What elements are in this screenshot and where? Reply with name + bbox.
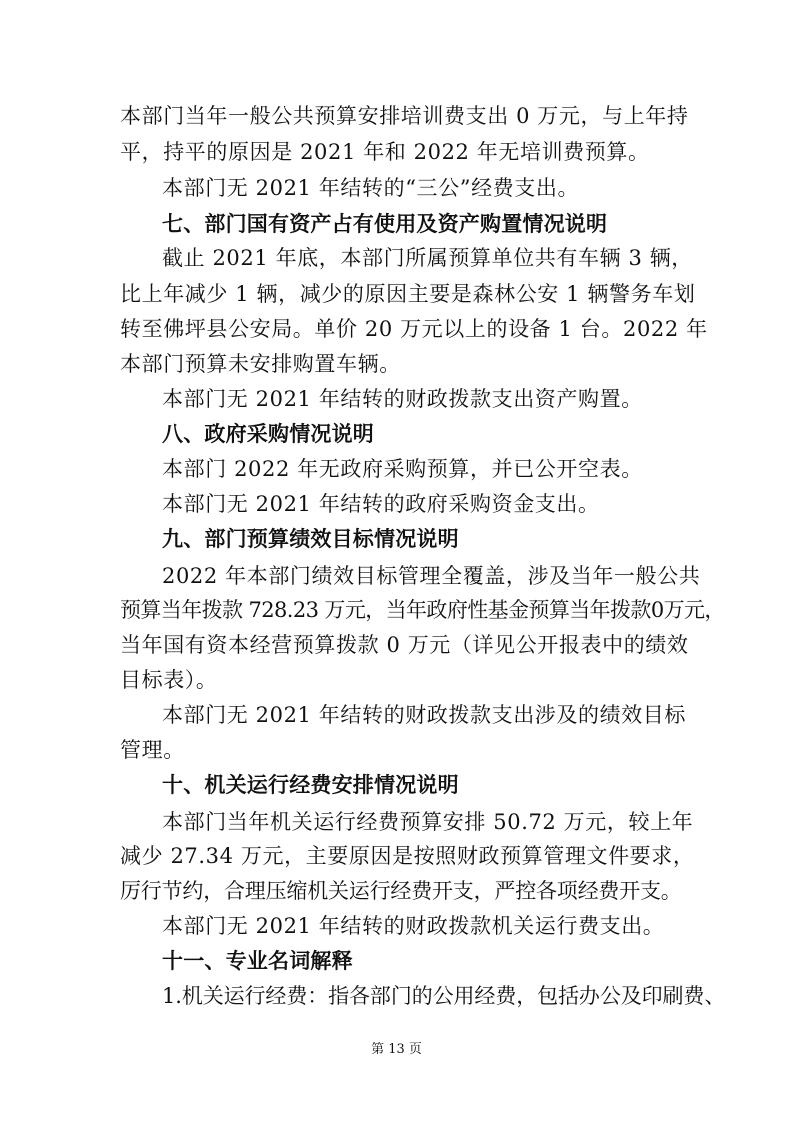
paragraph-line: 比上年减少 1 辆，减少的原因主要是森林公安 1 辆警务车划: [120, 282, 696, 306]
page-number: 第 13 页: [371, 1042, 422, 1057]
paragraph-line: 预算当年拨款 728.23 万元，当年政府性基金预算当年拨款0万元，: [120, 598, 725, 622]
paragraph-line: 平，持平的原因是 2021 年和 2022 年无培训费预算。: [120, 140, 650, 164]
paragraph-line: 本部门 2022 年无政府采购预算，并已公开空表。: [162, 457, 643, 481]
paragraph-line: 本部门无 2021 年结转的政府采购资金支出。: [162, 492, 600, 516]
paragraph-line: 本部门无 2021 年结转的财政拨款机关运行费支出。: [162, 914, 665, 938]
paragraph-line: 1.机关运行经费：指各部门的公用经费，包括办公及印刷费、: [162, 984, 726, 1008]
paragraph-line: 本部门当年一般公共预算安排培训费支出 0 万元，与上年持: [120, 104, 689, 128]
paragraph-line: 转至佛坪县公安局。单价 20 万元以上的设备 1 台。2022 年: [120, 317, 708, 341]
paragraph-line: 本部门预算未安排购置车辆。: [120, 352, 401, 376]
section-heading-11: 十一、专业名词解释: [162, 949, 353, 973]
paragraph-line: 本部门无 2021 年结转的“三公”经费支出。: [162, 176, 580, 200]
paragraph-line: 本部门无 2021 年结转的财政拨款支出涉及的绩效目标: [162, 703, 686, 727]
paragraph-line: 2022 年本部门绩效目标管理全覆盖，涉及当年一般公共: [162, 564, 701, 588]
section-heading-8: 八、政府采购情况说明: [162, 422, 374, 446]
section-heading-7: 七、部门国有资产占有使用及资产购置情况说明: [162, 212, 608, 236]
paragraph-line: 厉行节约，合理压缩机关运行经费开支，严控各项经费开支。: [120, 879, 682, 903]
section-heading-9: 九、部门预算绩效目标情况说明: [162, 527, 459, 551]
paragraph-line: 管理。: [120, 738, 185, 762]
paragraph-line: 当年国有资本经营预算拨款 0 万元（详见公开报表中的绩效: [120, 633, 689, 657]
paragraph-line: 减少 27.34 万元，主要原因是按照财政预算管理文件要求，: [120, 844, 695, 868]
paragraph-line: 截止 2021 年底，本部门所属预算单位共有车辆 3 辆，: [162, 246, 693, 270]
paragraph-line: 本部门无 2021 年结转的财政拨款支出资产购置。: [162, 387, 643, 411]
paragraph-line: 目标表）。: [120, 668, 218, 692]
paragraph-line: 本部门当年机关运行经费预算安排 50.72 万元，较上年: [162, 810, 694, 834]
section-heading-10: 十、机关运行经费安排情况说明: [162, 773, 459, 797]
